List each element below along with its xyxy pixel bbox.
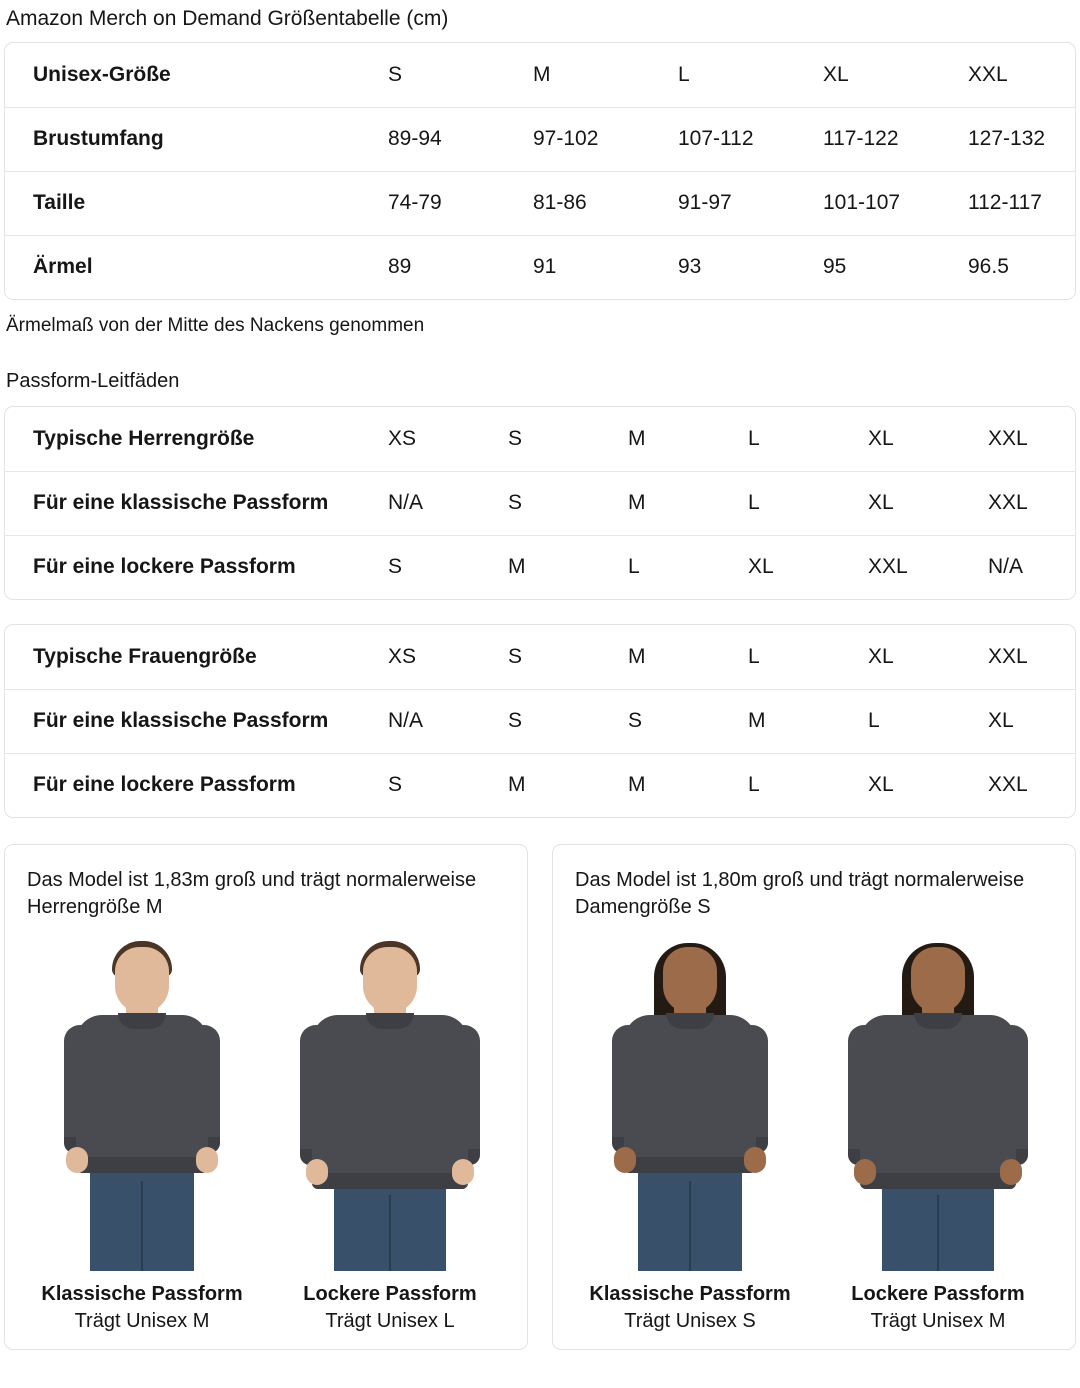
cell: M bbox=[720, 689, 840, 753]
cell: 89 bbox=[360, 235, 505, 299]
sweater-icon bbox=[312, 1015, 468, 1189]
cell: 91-97 bbox=[650, 171, 795, 235]
sleeve-measurement-note: Ärmelmaß von der Mitte des Nackens genommen bbox=[6, 315, 425, 336]
figure-female-classic bbox=[575, 941, 805, 1333]
sweater-icon bbox=[624, 1015, 756, 1173]
cell: S bbox=[508, 426, 523, 450]
cell: XL bbox=[720, 535, 840, 599]
cell: M bbox=[600, 753, 720, 817]
cell: L bbox=[840, 689, 960, 753]
table-row bbox=[5, 753, 1076, 817]
model-photo-female-classic bbox=[575, 941, 805, 1271]
hand-left-icon bbox=[744, 1147, 766, 1173]
cell: 96.5 bbox=[940, 235, 1076, 299]
sweater-icon bbox=[860, 1015, 1016, 1189]
cell: N/A bbox=[360, 471, 480, 535]
cell: M bbox=[600, 471, 720, 535]
cell: L bbox=[748, 426, 760, 450]
fit-title: Klassische Passform bbox=[41, 1283, 243, 1305]
cell: L bbox=[678, 62, 690, 86]
sweater-icon bbox=[76, 1015, 208, 1173]
jeans-icon bbox=[638, 1163, 742, 1271]
table-row bbox=[5, 535, 1076, 599]
cell: XXL bbox=[960, 753, 1076, 817]
cell: 112-117 bbox=[940, 171, 1076, 235]
hand-right-icon bbox=[66, 1147, 88, 1173]
row-label: Für eine klassische Passform bbox=[5, 689, 360, 753]
cell: XXL bbox=[988, 644, 1028, 668]
cell: S bbox=[360, 753, 480, 817]
figure-male-loose bbox=[275, 941, 505, 1333]
hand-right-icon bbox=[854, 1159, 876, 1185]
cell: 107-112 bbox=[650, 107, 795, 171]
cell: XS bbox=[388, 644, 417, 668]
row-label: Unisex-Größe bbox=[33, 62, 171, 86]
hand-left-icon bbox=[1000, 1159, 1022, 1185]
cell: XS bbox=[388, 426, 417, 450]
model-photo-male-classic bbox=[27, 941, 257, 1271]
hand-left-icon bbox=[452, 1159, 474, 1185]
model-cards bbox=[4, 844, 1076, 1350]
cell: L bbox=[600, 535, 720, 599]
cell: XXL bbox=[840, 535, 960, 599]
fit-title: Lockere Passform bbox=[851, 1283, 1025, 1305]
cell: 95 bbox=[795, 235, 940, 299]
cell: M bbox=[628, 644, 646, 668]
table-row bbox=[5, 235, 1076, 299]
jeans-icon bbox=[334, 1177, 446, 1271]
cell: L bbox=[720, 753, 840, 817]
fit-subtitle: Trägt Unisex M bbox=[74, 1310, 210, 1332]
cell: S bbox=[360, 535, 480, 599]
cell: N/A bbox=[960, 535, 1076, 599]
page-title: Amazon Merch on Demand Größentabelle (cm) bbox=[6, 7, 449, 30]
cell: 117-122 bbox=[795, 107, 940, 171]
table-row bbox=[5, 171, 1076, 235]
cell: XXL bbox=[960, 471, 1076, 535]
cell: 127-132 bbox=[940, 107, 1076, 171]
cell: M bbox=[533, 62, 551, 86]
cell: S bbox=[508, 644, 523, 668]
fit-title: Klassische Passform bbox=[589, 1283, 791, 1305]
row-label: Typische Herrengröße bbox=[33, 426, 255, 450]
cell: S bbox=[600, 689, 720, 753]
cell: XL bbox=[840, 471, 960, 535]
row-label: Brustumfang bbox=[5, 107, 360, 171]
table-row bbox=[5, 471, 1076, 535]
cell: M bbox=[628, 426, 646, 450]
figure-female-loose bbox=[823, 941, 1053, 1333]
row-label: Für eine lockere Passform bbox=[5, 535, 360, 599]
cell: S bbox=[480, 471, 600, 535]
cell: L bbox=[720, 471, 840, 535]
unisex-size-table bbox=[4, 42, 1076, 300]
fit-guides-label: Passform-Leitfäden bbox=[6, 370, 180, 392]
table-row bbox=[5, 625, 1076, 689]
row-label: Typische Frauengröße bbox=[33, 644, 257, 668]
model-caption: Das Model ist 1,80m groß und trägt normalerweise Damengröße S bbox=[575, 869, 1025, 918]
cell: XXL bbox=[968, 62, 1008, 86]
model-photo-female-loose bbox=[823, 941, 1053, 1271]
row-label: Taille bbox=[5, 171, 360, 235]
cell: XL bbox=[868, 644, 894, 668]
hand-right-icon bbox=[614, 1147, 636, 1173]
cell: 101-107 bbox=[795, 171, 940, 235]
row-label: Für eine klassische Passform bbox=[5, 471, 360, 535]
cell: S bbox=[388, 62, 403, 86]
jeans-icon bbox=[90, 1163, 194, 1271]
fit-subtitle: Trägt Unisex M bbox=[870, 1310, 1006, 1332]
cell: 81-86 bbox=[505, 171, 650, 235]
cell: XL bbox=[868, 426, 894, 450]
cell: XL bbox=[960, 689, 1076, 753]
table-row bbox=[5, 689, 1076, 753]
cell: M bbox=[480, 535, 600, 599]
fit-title: Lockere Passform bbox=[303, 1283, 477, 1305]
womens-fit-guide-table bbox=[4, 624, 1076, 818]
row-label: Ärmel bbox=[5, 235, 360, 299]
model-caption: Das Model ist 1,83m groß und trägt normalerweise Herrengröße M bbox=[27, 869, 477, 918]
jeans-icon bbox=[882, 1177, 994, 1271]
cell: 74-79 bbox=[360, 171, 505, 235]
cell: XL bbox=[823, 62, 849, 86]
cell: 93 bbox=[650, 235, 795, 299]
table-row bbox=[5, 107, 1076, 171]
cell: S bbox=[480, 689, 600, 753]
table-row bbox=[5, 43, 1076, 107]
cell: 97-102 bbox=[505, 107, 650, 171]
cell: N/A bbox=[360, 689, 480, 753]
model-card-female bbox=[552, 844, 1076, 1350]
cell: 89-94 bbox=[360, 107, 505, 171]
cell: M bbox=[480, 753, 600, 817]
hand-left-icon bbox=[196, 1147, 218, 1173]
cell: XL bbox=[840, 753, 960, 817]
figure-male-classic bbox=[27, 941, 257, 1333]
row-label: Für eine lockere Passform bbox=[5, 753, 360, 817]
cell: 91 bbox=[505, 235, 650, 299]
cell: L bbox=[748, 644, 760, 668]
cell: XXL bbox=[988, 426, 1028, 450]
table-row bbox=[5, 407, 1076, 471]
fit-subtitle: Trägt Unisex S bbox=[624, 1310, 756, 1332]
mens-fit-guide-table bbox=[4, 406, 1076, 600]
fit-subtitle: Trägt Unisex L bbox=[325, 1310, 455, 1332]
hand-right-icon bbox=[306, 1159, 328, 1185]
model-card-male bbox=[4, 844, 528, 1350]
model-photo-male-loose bbox=[275, 941, 505, 1271]
